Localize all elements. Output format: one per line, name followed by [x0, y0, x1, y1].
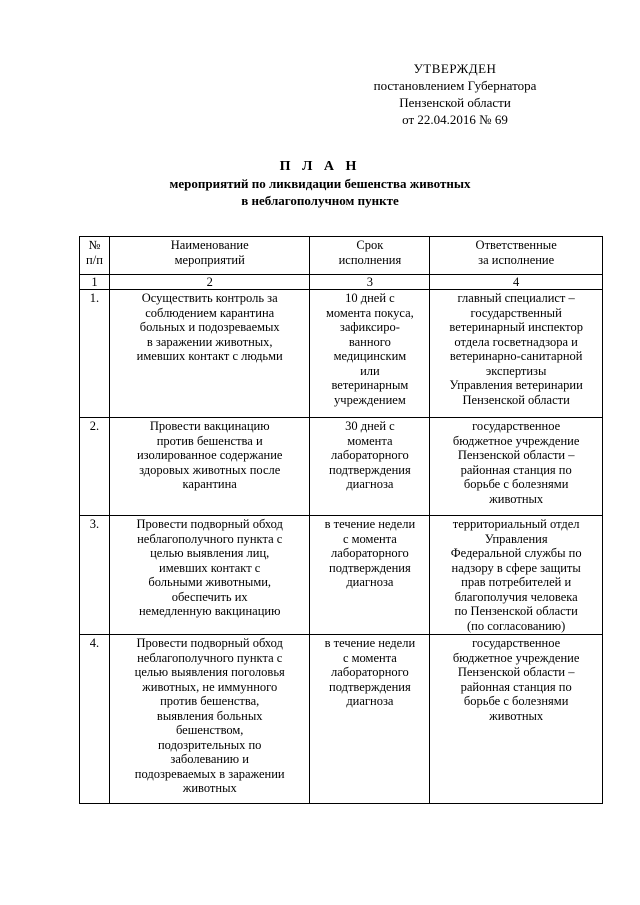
- row-action: Провести подворный обход неблагополучного пункта с целью выявления поголовья животных, не иммунного против бешенства, выявления больных бешенством, подозрительных по заболеванию и подозреваемых в заражении животных: [109, 635, 310, 804]
- document-heading: [0, 158, 640, 209]
- approval-line-3: от 22.04.2016 № 69: [402, 112, 508, 127]
- header-cell-number: № п/п: [80, 237, 110, 275]
- table-row: [80, 290, 603, 418]
- row-term: в течение недели с момента лабораторного подтверждения диагноза: [310, 516, 430, 635]
- table-row: [80, 418, 603, 516]
- column-number: 4: [430, 275, 603, 290]
- row-term: 10 дней с момента покуса, зафиксиро- ванного медицинским или ветеринарным учреждением: [310, 290, 430, 418]
- row-responsible: государственное бюджетное учреждение Пензенской области – районная станция по борьбе с болезнями животных: [430, 418, 603, 516]
- table-header-row: [80, 237, 603, 275]
- row-number: 2.: [80, 418, 110, 516]
- row-number: 4.: [80, 635, 110, 804]
- row-action: Осуществить контроль за соблюдением карантина больных и подозреваемых в заражении животных, имевших контакт с людьми: [109, 290, 310, 418]
- plan-title: П Л А Н: [279, 159, 361, 174]
- approval-title: УТВЕРЖДЕН: [413, 61, 497, 76]
- plan-table: [79, 236, 603, 804]
- row-number: 1.: [80, 290, 110, 418]
- column-number: 2: [109, 275, 310, 290]
- row-number: 3.: [80, 516, 110, 635]
- row-term: в течение недели с момента лабораторного подтверждения диагноза: [310, 635, 430, 804]
- column-number: 1: [80, 275, 110, 290]
- column-number-row: [80, 275, 603, 290]
- plan-subtitle-1: мероприятий по ликвидации бешенства животных: [169, 176, 471, 191]
- approval-line-1: постановлением Губернатора: [373, 78, 537, 93]
- row-action: Провести вакцинацию против бешенства и изолированное содержание здоровых животных после карантина: [109, 418, 310, 516]
- row-term: 30 дней с момента лабораторного подтверждения диагноза: [310, 418, 430, 516]
- row-responsible: территориальный отдел Управления Федеральной службы по надзору в сфере защиты прав потребителей и благополучия человека по Пензенской области (по согласованию): [430, 516, 603, 635]
- table-row: [80, 516, 603, 635]
- table-row: [80, 635, 603, 804]
- header-cell-term: Срок исполнения: [310, 237, 430, 275]
- column-number: 3: [310, 275, 430, 290]
- approval-stamp: [330, 60, 580, 128]
- header-cell-action: Наименование мероприятий: [109, 237, 310, 275]
- header-cell-responsible: Ответственные за исполнение: [430, 237, 603, 275]
- row-responsible: государственное бюджетное учреждение Пензенской области – районная станция по борьбе с болезнями животных: [430, 635, 603, 804]
- plan-subtitle-2: в неблагополучном пункте: [241, 193, 399, 208]
- approval-line-2: Пензенской области: [399, 95, 511, 110]
- row-action: Провести подворный обход неблагополучного пункта с целью выявления лиц, имевших контакт с больными животными, обеспечить их немедленную вакцинацию: [109, 516, 310, 635]
- row-responsible: главный специалист – государственный ветеринарный инспектор отдела госветнадзора и ветеринарно-санитарной экспертизы Управления ветеринарии Пензенской области: [430, 290, 603, 418]
